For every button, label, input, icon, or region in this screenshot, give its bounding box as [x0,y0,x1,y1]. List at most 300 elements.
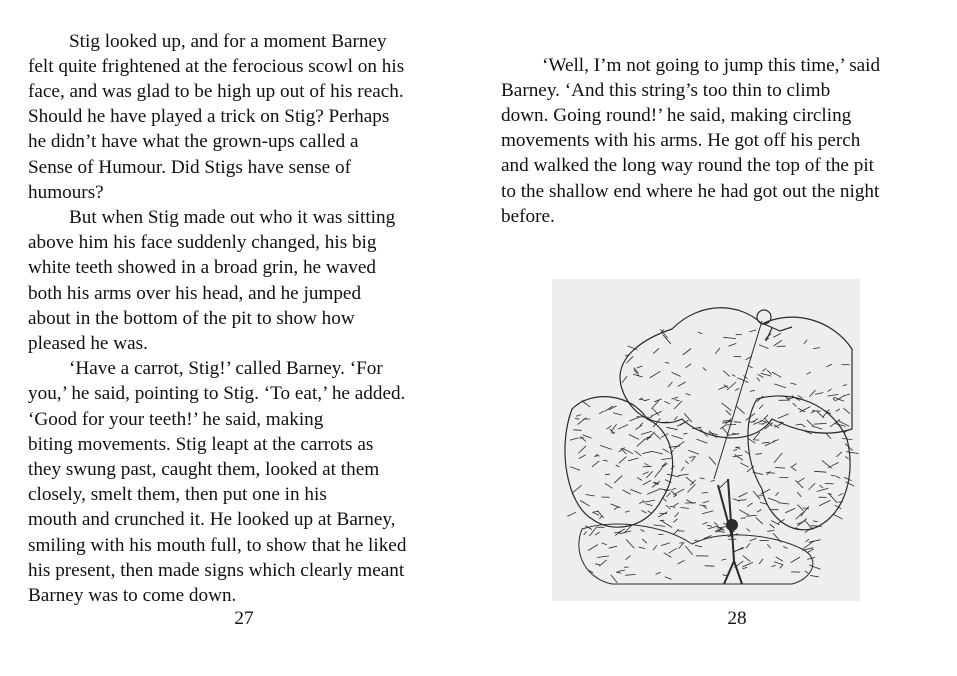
hatch-stroke [639,547,646,549]
hatch-stroke [691,457,695,461]
hatch-stroke [614,507,619,510]
hatch-stroke [580,436,586,441]
hatch-stroke [675,400,680,401]
hatch-stroke [673,489,684,495]
hatch-stroke [807,372,811,374]
hatch-stroke [765,441,775,446]
hatch-stroke [648,511,652,513]
hatch-stroke [831,475,835,476]
hatch-stroke [803,508,809,509]
hatch-stroke [661,543,670,546]
hatch-stroke [592,461,599,467]
hatch-stroke [580,500,590,506]
hatch-stroke [662,449,669,453]
hatch-stroke [813,521,818,522]
hatch-stroke [778,414,789,419]
hatch-stroke [635,451,641,456]
text-line: and walked the long way round the top of the pit [501,155,875,177]
hatch-stroke [609,546,617,548]
hatch-stroke [700,478,705,479]
hatch-stroke [674,401,682,409]
hatch-stroke [723,371,730,377]
hatch-stroke [767,370,772,375]
hatch-stroke [715,348,720,354]
hatch-stroke [819,500,830,506]
bush-lower [579,524,813,584]
hatch-stroke [607,426,612,430]
hatch-stroke [666,427,677,429]
hatch-stroke [647,489,659,494]
hatch-stroke [572,485,582,493]
hatch-stroke [720,480,728,488]
hatch-stroke [846,452,858,454]
hatch-stroke [758,374,764,377]
hatch-stroke [672,488,677,490]
hatch-stroke [643,472,649,475]
hatch-stroke [641,431,652,434]
hatch-stroke [833,398,836,401]
hatch-stroke [603,460,608,461]
hatch-stroke [678,560,685,564]
hatch-stroke [809,390,815,396]
hatch-stroke [619,457,627,464]
hatch-stroke [674,416,677,420]
hatch-stroke [655,468,663,478]
hatch-stroke [613,413,622,415]
hatch-stroke [762,368,766,371]
hatch-stroke [652,451,663,454]
hatch-stroke [674,503,679,506]
pen-and-ink-illustration [552,279,860,601]
hatch-stroke [626,556,631,560]
text-line: movements with his arms. He got off his perch [501,130,861,152]
page-number-27: 27 [234,608,254,629]
hatch-stroke [685,546,692,555]
hatch-stroke [811,411,815,413]
hatch-stroke [785,508,795,512]
hatch-stroke [570,467,580,471]
text-line: his present, then made signs which clearly meant [28,559,405,581]
text-line: to the shallow end where he had got out the night [501,180,880,202]
hatch-stroke [567,512,576,516]
hatch-stroke [678,382,686,387]
hatch-stroke [774,384,786,388]
right-page [478,0,957,676]
hatch-stroke [665,362,669,363]
hatch-stroke [636,425,643,429]
page-number-28: 28 [727,608,747,629]
text-line: Barney. ‘And this string’s too thin to climb [501,79,831,101]
hatch-stroke [827,394,838,396]
hatch-stroke [718,386,727,390]
hatch-stroke [705,566,715,567]
hatch-stroke [622,376,627,382]
text-line: you,’ he said, pointing to Stig. ‘To eat,’ he added. [28,383,406,405]
hatch-stroke [689,457,696,458]
hatch-stroke [810,576,819,577]
hatch-stroke [654,525,666,527]
hatch-stroke [808,549,814,553]
hatch-stroke [570,438,579,441]
hatch-stroke [611,504,621,508]
hatch-stroke [747,529,751,532]
hatch-stroke [732,375,736,377]
hatch-stroke [802,424,806,427]
hatch-stroke [767,544,770,548]
hatch-stroke [742,562,753,567]
hatch-stroke [805,520,812,528]
hatch-stroke [672,372,681,376]
hatch-stroke [629,434,639,439]
hatch-stroke [637,478,642,481]
hatch-stroke [750,538,757,541]
text-line: above him his face suddenly changed, his big [28,232,377,254]
hatch-stroke [653,545,657,550]
hatch-stroke [843,408,849,413]
text-line: they swung past, caught them, looked at them [28,458,380,480]
left-page [0,0,478,676]
hatch-stroke [594,513,600,515]
hatch-stroke [805,571,808,573]
hatch-stroke [703,501,709,503]
hatch-stroke [611,575,618,583]
hatch-stroke [820,485,824,488]
hatch-stroke [599,411,603,414]
hatch-stroke [740,463,748,467]
hatch-stroke [723,337,736,338]
hatch-stroke [806,539,809,542]
text-line: down. Going round!’ he said, making circling [501,104,852,126]
hatch-stroke [776,557,783,561]
hatch-stroke [793,403,797,406]
hatch-stroke [815,393,823,395]
hatch-stroke [664,553,672,558]
hatch-stroke [595,532,600,535]
hatch-stroke [605,474,610,475]
hatch-stroke [774,453,782,463]
hatch-stroke [801,506,809,516]
text-line: pleased he was. [28,332,148,354]
hatch-stroke [679,543,684,544]
hatch-stroke [837,452,842,457]
hatch-stroke [653,348,659,353]
hatch-stroke [796,512,803,519]
hatch-stroke [842,439,852,440]
ink-hatching [567,329,858,582]
hatch-stroke [737,406,745,414]
hatch-stroke [767,531,774,532]
hatch-stroke [743,556,750,562]
hatch-stroke [626,539,634,548]
hatch-stroke [759,345,768,349]
hatch-stroke [727,424,736,425]
hatch-stroke [708,526,717,529]
text-line: before. [501,205,555,227]
hatch-stroke [683,433,687,434]
string [714,321,762,479]
hatch-stroke [756,517,763,524]
hatch-stroke [616,465,620,467]
hatch-stroke [643,466,652,467]
text-line: mouth and crunched it. He looked up at Barney, [28,509,396,531]
hatch-stroke [791,383,797,384]
hatch-stroke [836,409,840,412]
text-line: But when Stig made out who it was sitting [69,206,396,228]
hatch-stroke [709,457,716,465]
hatch-stroke [588,545,598,551]
hatch-stroke [822,460,832,468]
text-line: face, and was glad to be high up out of his reach. [28,80,404,102]
hatch-stroke [746,515,756,516]
hatch-stroke [667,493,671,497]
hatch-stroke [579,455,586,459]
hatch-stroke [670,506,675,507]
hatch-stroke [646,504,653,506]
hatch-stroke [828,389,832,392]
hatch-stroke [597,511,604,518]
hatch-stroke [648,416,652,419]
hatch-stroke [629,417,640,421]
hatch-stroke [711,481,715,482]
hatch-stroke [826,364,832,367]
hatch-stroke [762,442,770,443]
hatch-stroke [707,525,712,526]
hatch-stroke [688,484,696,492]
hatch-stroke [809,565,821,569]
hatch-stroke [625,574,635,575]
text-line: humours? [28,181,104,203]
hatch-stroke [658,512,667,517]
hatch-stroke [681,467,684,471]
hatch-stroke [814,471,826,472]
text-line: he didn’t have what the grown-ups called a [28,131,359,153]
hatch-stroke [800,407,811,413]
hatch-stroke [845,456,848,459]
hatch-stroke [642,511,647,514]
hatch-stroke [681,507,689,508]
hatch-stroke [637,439,646,447]
hatch-stroke [600,445,611,449]
text-line: white teeth showed in a broad grin, he waved [28,257,376,279]
hatch-stroke [843,385,847,386]
hatch-stroke [807,420,815,427]
hatch-stroke [773,440,779,442]
hatch-stroke [683,349,692,356]
hatch-stroke [778,503,789,504]
hatch-stroke [650,371,661,378]
hatch-stroke [702,493,708,494]
hatch-stroke [826,433,831,438]
hatch-stroke [714,523,718,526]
text-line: ‘Well, I’m not going to jump this time,’ said [542,54,881,76]
hatch-stroke [804,340,807,344]
hatch-stroke [586,495,595,497]
hatch-stroke [664,401,670,404]
hatch-stroke [772,372,781,377]
hatch-stroke [665,577,672,580]
hatch-stroke [735,388,740,390]
hatch-stroke [809,540,821,543]
hatch-stroke [728,343,736,346]
text-line: Should he have played a trick on Stig? Perhaps [28,106,390,128]
hatch-stroke [797,505,804,511]
illustration-drawing [552,279,860,601]
hatch-stroke [783,547,788,549]
hatch-stroke [641,399,647,400]
hatch-stroke [757,378,760,382]
hatch-stroke [773,334,781,338]
hatch-stroke [757,509,761,512]
foliage-top [620,308,852,438]
hatch-stroke [699,428,708,437]
hatch-stroke [774,340,782,346]
hatch-stroke [759,559,763,564]
hatch-stroke [797,478,804,483]
text-line: felt quite frightened at the ferocious scowl on his [28,55,405,77]
hatch-stroke [814,423,827,424]
hatch-stroke [727,382,736,390]
hatch-stroke [738,500,746,501]
hatch-stroke [776,492,779,496]
hatch-stroke [759,405,763,409]
foliage-right [748,396,850,530]
hatch-stroke [645,463,649,465]
text-line: smiling with his mouth full, to show that he liked [28,534,407,556]
hatch-stroke [836,476,841,478]
hatch-stroke [642,539,647,543]
hatch-stroke [747,503,752,507]
hatch-stroke [697,439,708,443]
hatch-stroke [722,403,732,411]
text-line: Barney was to come down. [28,584,237,606]
hatch-stroke [674,441,685,448]
hatch-stroke [791,557,801,563]
foliage-left [565,397,673,528]
hatch-stroke [698,332,702,334]
hatch-stroke [703,522,708,524]
hatch-stroke [578,418,587,425]
hatch-stroke [695,545,702,546]
hatch-stroke [809,483,816,490]
hatch-stroke [656,572,661,574]
hatch-stroke [763,415,768,420]
hatch-stroke [643,480,651,485]
hatch-stroke [746,543,750,548]
hatch-stroke [576,415,581,417]
text-line: ‘Have a carrot, Stig!’ called Barney. ‘For [69,358,383,380]
hatch-stroke [686,364,692,368]
hatch-stroke [770,524,775,528]
hatch-stroke [722,559,727,560]
text-line: Sense of Humour. Did Stigs have sense of [28,156,351,178]
hatch-stroke [667,474,679,477]
hatch-stroke [829,494,837,503]
hatch-stroke [595,564,600,565]
hatch-stroke [773,533,781,542]
hatch-stroke [642,451,652,453]
hatch-stroke [739,510,749,515]
hatch-stroke [790,467,796,471]
hatch-stroke [666,505,671,509]
hatch-stroke [614,476,622,483]
hatch-stroke [661,458,672,460]
hatch-stroke [719,531,725,532]
hatch-stroke [753,491,760,499]
text-line: biting movements. Stig leapt at the carrots as [28,433,374,455]
hatch-stroke [761,373,771,376]
hatch-stroke [663,335,671,344]
hatch-stroke [616,572,621,573]
hatch-stroke [812,411,821,412]
hatch-stroke [617,570,625,572]
hatch-stroke [796,424,802,425]
hatch-stroke [686,393,691,395]
text-line: closely, smelt them, then put one in his [28,484,327,506]
hatch-stroke [673,529,679,534]
hatch-stroke [844,477,852,480]
hatch-stroke [582,401,591,408]
hatch-stroke [750,330,757,332]
hatch-stroke [771,521,779,525]
hatch-stroke [768,498,778,502]
hatch-stroke [671,435,682,439]
hatch-stroke [780,565,783,569]
hatch-stroke [602,543,607,545]
hatch-stroke [575,418,580,419]
hatch-stroke [653,433,660,440]
barney-head [757,310,771,324]
hatch-stroke [726,410,731,415]
hatch-stroke [673,519,677,523]
hatch-stroke [739,493,748,497]
hatch-stroke [628,458,638,461]
hatch-stroke [749,422,755,423]
hatch-stroke [630,489,641,494]
hatch-stroke [578,446,586,454]
hatch-stroke [685,461,689,464]
hatch-stroke [623,449,633,454]
hatch-stroke [722,427,728,435]
hatch-stroke [775,467,785,468]
hatch-stroke [653,409,659,416]
hatch-stroke [702,511,713,514]
text-line: ‘Good for your teeth!’ he said, making [28,408,324,430]
hatch-stroke [637,366,643,368]
hatch-stroke [766,473,775,474]
hatch-stroke [745,451,749,454]
hatch-stroke [643,500,655,502]
hatch-stroke [625,511,630,512]
hatch-stroke [813,348,820,349]
hatch-stroke [675,513,679,518]
hatch-stroke [669,548,677,553]
hatch-stroke [597,556,609,558]
hatch-stroke [771,565,775,567]
hatch-stroke [750,390,755,391]
hatch-stroke [797,492,801,497]
hatch-stroke [672,397,679,399]
hatch-stroke [599,516,602,519]
hatch-stroke [605,483,613,488]
hatch-stroke [679,543,684,549]
hatch-stroke [838,493,843,495]
hatch-stroke [640,530,644,532]
hatch-stroke [846,482,855,486]
hatch-stroke [756,454,763,455]
hatch-stroke [743,567,748,569]
hatch-stroke [611,424,617,431]
hatch-stroke [735,547,744,551]
